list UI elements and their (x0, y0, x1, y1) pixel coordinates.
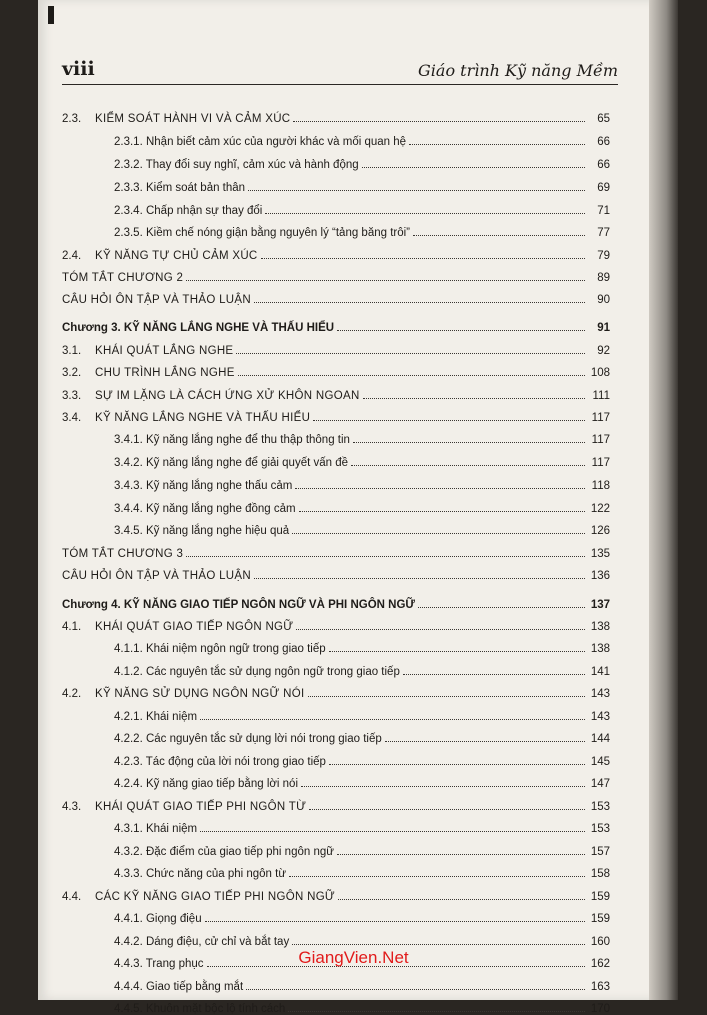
toc-entry-row (62, 495, 610, 515)
toc-page-number: 136 (590, 570, 610, 582)
dot-leader (308, 695, 585, 697)
toc-page-number: 145 (590, 756, 610, 768)
toc-entry-row (62, 905, 610, 925)
toc-entry-title: 4.3.1. Khái niệm (114, 823, 198, 835)
toc-page-number: 160 (590, 936, 610, 948)
toc-section-number: 4.2. (62, 688, 82, 700)
toc-entry-row (62, 770, 610, 790)
toc-chapter-row (62, 314, 610, 334)
dot-leader (248, 189, 585, 191)
dot-leader (265, 212, 585, 214)
dot-leader (288, 1010, 585, 1012)
toc-page-number: 108 (590, 367, 610, 379)
toc-entry-row (62, 264, 610, 284)
toc-entry-title: 4.4.1. Giọng điệu (114, 913, 202, 925)
dot-leader (205, 920, 585, 922)
dot-leader (351, 464, 585, 466)
toc-page-number: 163 (590, 981, 610, 993)
toc-entry-row (62, 928, 610, 948)
toc-page-number: 135 (590, 548, 610, 560)
toc-entry-title: 3.4.3. Kỹ năng lắng nghe thấu cảm (114, 480, 293, 492)
dot-leader (292, 943, 585, 945)
toc-entry-title: KHÁI QUÁT LẮNG NGHE (95, 345, 234, 357)
dot-leader (293, 120, 585, 122)
toc-entry-row (62, 973, 610, 993)
dot-leader (413, 234, 585, 236)
toc-page-number: 170 (590, 1003, 610, 1015)
toc-entry-title: 4.2.2. Các nguyên tắc sử dụng lời nói trong giao tiếp (114, 733, 382, 745)
toc-page-number: 143 (590, 711, 610, 723)
watermark: GiangVien.Net (298, 948, 409, 967)
toc-entry-title: 2.3.5. Kiềm chế nóng giận bằng nguyên lý “tảng băng trôi” (114, 227, 411, 239)
toc-entry-title: 3.4.1. Kỹ năng lắng nghe để thu thập thông tin (114, 434, 350, 446)
toc-entry-title: TÓM TẮT CHƯƠNG 2 (62, 272, 184, 284)
toc-page-number: 153 (590, 801, 610, 813)
toc-page-number: 79 (597, 250, 610, 262)
dot-leader (363, 397, 585, 399)
toc-page-number: 159 (590, 891, 610, 903)
toc-entry-title: 3.4.2. Kỹ năng lắng nghe để giải quyết vấn đề (114, 457, 349, 469)
toc-entry-row (62, 635, 610, 655)
toc-page-number: 92 (597, 345, 610, 357)
dot-leader (338, 898, 585, 900)
toc-entry-title: CÂU HỎI ÔN TẬP VÀ THẢO LUẬN (62, 294, 251, 306)
toc-entry-row (62, 883, 610, 903)
toc-entry-title: SỰ IM LẶNG LÀ CÁCH ỨNG XỬ KHÔN NGOAN (95, 390, 360, 402)
toc-entry-row (62, 540, 610, 560)
toc-entry-title: CÁC KỸ NĂNG GIAO TIẾP PHI NGÔN NGỮ (95, 891, 336, 903)
toc-entry-row (62, 472, 610, 492)
toc-page-number: 71 (597, 205, 610, 217)
toc-entry-title: 4.4.3. Trang phục (114, 958, 204, 970)
toc-page-number: 117 (591, 434, 610, 446)
toc-section-number: 3.2. (62, 367, 82, 379)
toc-entry-title: 2.3.4. Chấp nhận sự thay đổi (114, 205, 263, 217)
toc-section-number: 2.4. (62, 250, 82, 262)
dot-leader (292, 532, 585, 534)
toc-entry-title: KHÁI QUÁT GIAO TIẾP PHI NGÔN TỪ (95, 801, 307, 813)
toc-section-number: 2.3. (62, 113, 82, 125)
dot-leader (329, 763, 585, 765)
toc-entry-row (62, 449, 610, 469)
toc-entry-title: KỸ NĂNG TỰ CHỦ CẢM XÚC (95, 250, 258, 262)
toc-entry-title: 4.2.1. Khái niệm (114, 711, 198, 723)
toc-entry-row (62, 219, 610, 239)
toc-entry-row (62, 404, 610, 424)
page-edge-shadow (649, 0, 678, 1000)
toc-entry-title: 3.4.5. Kỹ năng lắng nghe hiệu quả (114, 525, 290, 537)
toc-entry-row (62, 613, 610, 633)
toc-page-number: 77 (597, 227, 610, 239)
dot-leader (353, 441, 585, 443)
toc-page-number: 117 (591, 412, 610, 424)
toc-entry-title: 4.1.1. Khái niệm ngôn ngữ trong giao tiếp (114, 643, 326, 655)
dot-leader (246, 988, 585, 990)
toc-page-number: 122 (590, 503, 610, 515)
toc-entry-row (62, 838, 610, 858)
toc-entry-row (62, 995, 610, 1015)
toc-page-number: 65 (597, 113, 610, 125)
dot-leader (261, 257, 585, 259)
toc-page-number: 91 (597, 322, 610, 334)
toc-entry-row (62, 860, 610, 880)
toc-section-number: 3.1. (62, 345, 82, 357)
toc-entry-title: 2.3.2. Thay đổi suy nghĩ, cảm xúc và hành động (114, 159, 359, 171)
dot-leader (299, 510, 585, 512)
dot-leader (289, 875, 585, 877)
toc-entry-row (62, 680, 610, 700)
toc-page-number: 66 (597, 136, 610, 148)
dot-leader (186, 279, 585, 281)
toc-page-number: 89 (597, 272, 610, 284)
toc-chapter-row (62, 591, 610, 611)
toc-page-number: 137 (590, 599, 610, 611)
toc-entry-title: KỸ NĂNG LẮNG NGHE VÀ THẤU HIỂU (95, 412, 311, 424)
dot-leader (385, 740, 585, 742)
dot-leader (236, 352, 585, 354)
toc-page-number: 66 (597, 159, 610, 171)
toc-entry-row (62, 815, 610, 835)
toc-entry-row (62, 748, 610, 768)
dot-leader (362, 166, 585, 168)
toc-page-number: 143 (590, 688, 610, 700)
toc-page-number: 90 (597, 294, 610, 306)
toc-page-number: 147 (590, 778, 610, 790)
toc-entry-row (62, 105, 610, 125)
dot-leader (238, 374, 585, 376)
toc-page-number: 144 (590, 733, 610, 745)
toc-entry-row (62, 382, 610, 402)
toc-entry-title: CHU TRÌNH LẮNG NGHE (95, 367, 235, 379)
page-number: viii (62, 58, 95, 80)
toc-page-number: 138 (590, 621, 610, 633)
dot-leader (337, 329, 585, 331)
dot-leader (200, 718, 585, 720)
dot-leader (254, 301, 585, 303)
toc-section-number: 3.4. (62, 412, 82, 424)
toc-entry-row (62, 286, 610, 306)
toc-entry-row (62, 725, 610, 745)
toc-entry-row (62, 128, 610, 148)
toc-page-number: 118 (591, 480, 610, 492)
toc-page-number: 159 (590, 913, 610, 925)
toc-entry-row (62, 517, 610, 537)
toc-page-number: 157 (590, 846, 610, 858)
toc-entry-title: 4.3.3. Chức năng của phi ngôn từ (114, 868, 287, 880)
dot-leader (186, 555, 585, 557)
toc-page-number: 158 (590, 868, 610, 880)
toc-page-number: 117 (591, 457, 610, 469)
toc-entry-title: KỸ NĂNG SỬ DỤNG NGÔN NGỮ NÓI (95, 688, 305, 700)
toc-entry-row (62, 359, 610, 379)
toc-entry-title: Chương 3. KỸ NĂNG LẮNG NGHE VÀ THẤU HIỂU (62, 322, 335, 334)
toc-entry-title: TÓM TẮT CHƯƠNG 3 (62, 548, 184, 560)
toc-page-number: 153 (590, 823, 610, 835)
toc-entry-title: 3.4.4. Kỹ năng lắng nghe đồng cảm (114, 503, 296, 515)
dot-leader (409, 143, 585, 145)
dot-leader (329, 650, 585, 652)
toc-section-number: 4.4. (62, 891, 82, 903)
dot-leader (403, 673, 585, 675)
dot-leader (295, 487, 585, 489)
toc-entry-title: 2.3.3. Kiểm soát bản thân (114, 182, 246, 194)
toc-entry-row (62, 151, 610, 171)
dot-leader (337, 853, 585, 855)
toc-entry-title: Chương 4. KỸ NĂNG GIAO TIẾP NGÔN NGỮ VÀ PHI NGÔN NGỮ (62, 599, 415, 611)
page-header (62, 54, 618, 85)
toc-page-number: 69 (597, 182, 610, 194)
dot-leader (296, 628, 585, 630)
dot-leader (309, 808, 585, 810)
book-title: Giáo trình Kỹ năng Mềm (418, 61, 618, 80)
toc-entry-title: 4.2.4. Kỹ năng giao tiếp bằng lời nói (114, 778, 299, 790)
toc-entry-row (62, 703, 610, 723)
toc-entry-row (62, 793, 610, 813)
toc-entry-title: 4.4.2. Dáng điệu, cử chỉ và bắt tay (114, 936, 290, 948)
toc-page-number: 141 (590, 666, 610, 678)
toc-entry-title: 2.3.1. Nhận biết cảm xúc của người khác và mối quan hệ (114, 136, 407, 148)
toc-entry-title: 4.2.3. Tác động của lời nói trong giao tiếp (114, 756, 326, 768)
dot-leader (200, 830, 585, 832)
toc-entry-row (62, 197, 610, 217)
toc-entry-title: 4.4.5. Khuôn mặt bộc lộ tính cách (114, 1003, 286, 1015)
toc-entry-row (62, 562, 610, 582)
toc-entry-row (62, 242, 610, 262)
toc-page-number: 162 (590, 958, 610, 970)
toc-page-number: 126 (590, 525, 610, 537)
dot-leader (301, 785, 585, 787)
toc-entry-title: KHÁI QUÁT GIAO TIẾP NGÔN NGỮ (95, 621, 294, 633)
dot-leader (254, 577, 585, 579)
toc-section-number: 3.3. (62, 390, 82, 402)
toc-entry-row (62, 337, 610, 357)
corner-mark (48, 6, 54, 24)
toc-entry-title: 4.1.2. Các nguyên tắc sử dụng ngôn ngữ trong giao tiếp (114, 666, 400, 678)
toc-section-number: 4.3. (62, 801, 82, 813)
dot-leader (313, 419, 585, 421)
toc-entry-row (62, 658, 610, 678)
toc-page-number: 111 (592, 390, 610, 402)
toc-entry-row (62, 174, 610, 194)
toc-entry-title: CÂU HỎI ÔN TẬP VÀ THẢO LUẬN (62, 570, 251, 582)
toc-entry-title: 4.4.4. Giao tiếp bằng mắt (114, 981, 244, 993)
toc-entry-title: KIỂM SOÁT HÀNH VI VÀ CẢM XÚC (95, 113, 291, 125)
toc-page-number: 138 (590, 643, 610, 655)
dot-leader (418, 606, 585, 608)
toc-section-number: 4.1. (62, 621, 82, 633)
toc-entry-row (62, 426, 610, 446)
toc-entry-title: 4.3.2. Đặc điểm của giao tiếp phi ngôn ngữ (114, 846, 334, 858)
